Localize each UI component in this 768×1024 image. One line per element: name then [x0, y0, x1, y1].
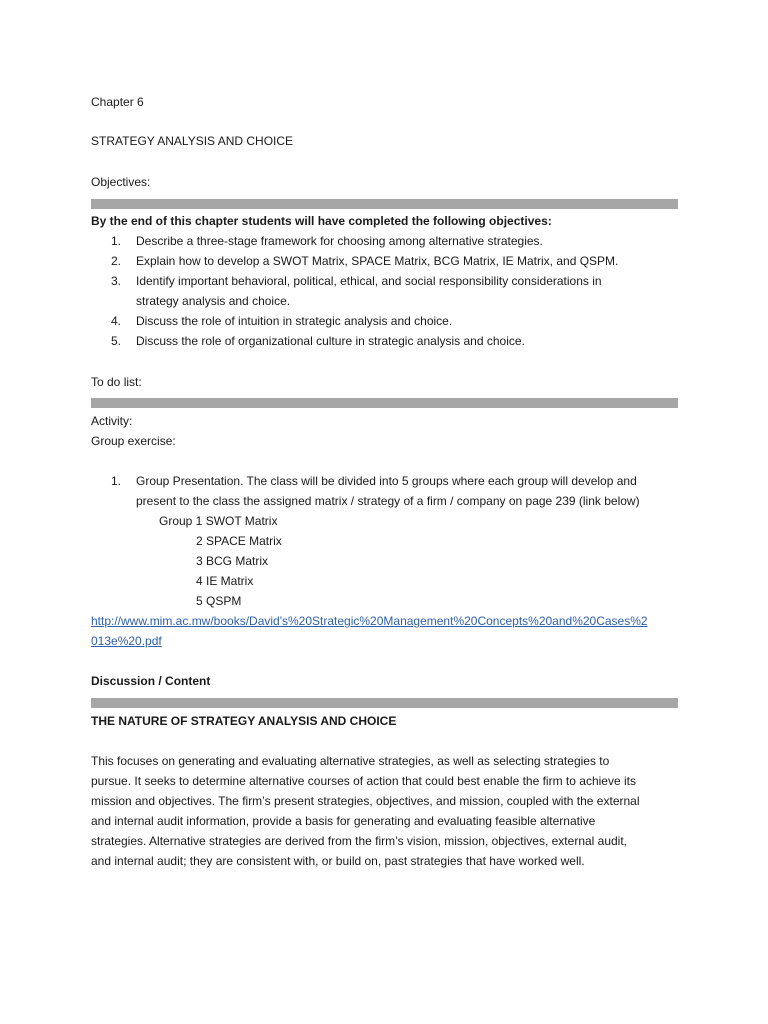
list-item-number: 1. — [111, 474, 122, 488]
section-subheading: THE NATURE OF STRATEGY ANALYSIS AND CHOICE — [91, 714, 397, 728]
chapter-title: STRATEGY ANALYSIS AND CHOICE — [91, 134, 294, 148]
list-item-number: 3. — [111, 274, 122, 288]
objectives-intro: By the end of this chapter students will have completed the following objectives: — [91, 214, 552, 228]
discussion-paragraph — [91, 751, 691, 871]
group-entry: 5 QSPM — [196, 594, 242, 608]
group-exercise-label: Group exercise: — [91, 434, 176, 448]
paragraph-line: This focuses on generating and evaluating alternative strategies, as well as selecting strategies to — [91, 754, 610, 768]
section-divider — [91, 398, 678, 408]
paragraph-line: pursue. It seeks to determine alternative courses of action that could best enable the firm to achieve its — [91, 774, 636, 788]
paragraph-line: strategies. Alternative strategies are derived from the firm’s vision, mission, objectives, external audit, — [91, 834, 628, 848]
list-item: Explain how to develop a SWOT Matrix, SPACE Matrix, BCG Matrix, IE Matrix, and QSPM. — [136, 254, 619, 268]
paragraph-line: mission and objectives. The firm’s present strategies, objectives, and mission, coupled with the external — [91, 794, 640, 808]
list-item-number: 4. — [111, 314, 122, 328]
book-link[interactable]: http://www.mim.ac.mw/books/David's%20Strategic%20Management%20Concepts%20and%20Cases%2 — [91, 614, 648, 628]
group-entry: Group 1 SWOT Matrix — [159, 514, 278, 528]
book-link-continuation[interactable]: 013e%20.pdf — [91, 634, 162, 648]
section-divider — [91, 698, 678, 708]
section-divider — [91, 199, 678, 209]
group-entry: 4 IE Matrix — [196, 574, 254, 588]
paragraph-line: and internal audit; they are consistent with, or build on, past strategies that have worked well. — [91, 854, 585, 868]
group-entry: 3 BCG Matrix — [196, 554, 269, 568]
list-item: Discuss the role of organizational culture in strategic analysis and choice. — [136, 334, 525, 348]
objectives-heading: Objectives: — [91, 175, 151, 189]
paragraph-line: and internal audit information, provide a basis for generating and evaluating feasible alternative — [91, 814, 596, 828]
chapter-label: Chapter 6 — [91, 95, 144, 109]
group-entry: 2 SPACE Matrix — [196, 534, 282, 548]
list-item-number: 2. — [111, 254, 122, 268]
list-item: Describe a three-stage framework for choosing among alternative strategies. — [136, 234, 543, 248]
list-item-continuation: strategy analysis and choice. — [136, 294, 291, 308]
todo-heading: To do list: — [91, 375, 142, 389]
activity-label: Activity: — [91, 414, 133, 428]
list-item-number: 5. — [111, 334, 122, 348]
list-item: Identify important behavioral, political, ethical, and social responsibility considerations in — [136, 274, 602, 288]
list-item: Group Presentation. The class will be divided into 5 groups where each group will develop and — [136, 474, 637, 488]
list-item-number: 1. — [111, 234, 122, 248]
discussion-heading: Discussion / Content — [91, 674, 211, 688]
list-item: Discuss the role of intuition in strategic analysis and choice. — [136, 314, 453, 328]
list-item-continuation: present to the class the assigned matrix / strategy of a firm / company on page 239 (link below) — [136, 494, 640, 508]
